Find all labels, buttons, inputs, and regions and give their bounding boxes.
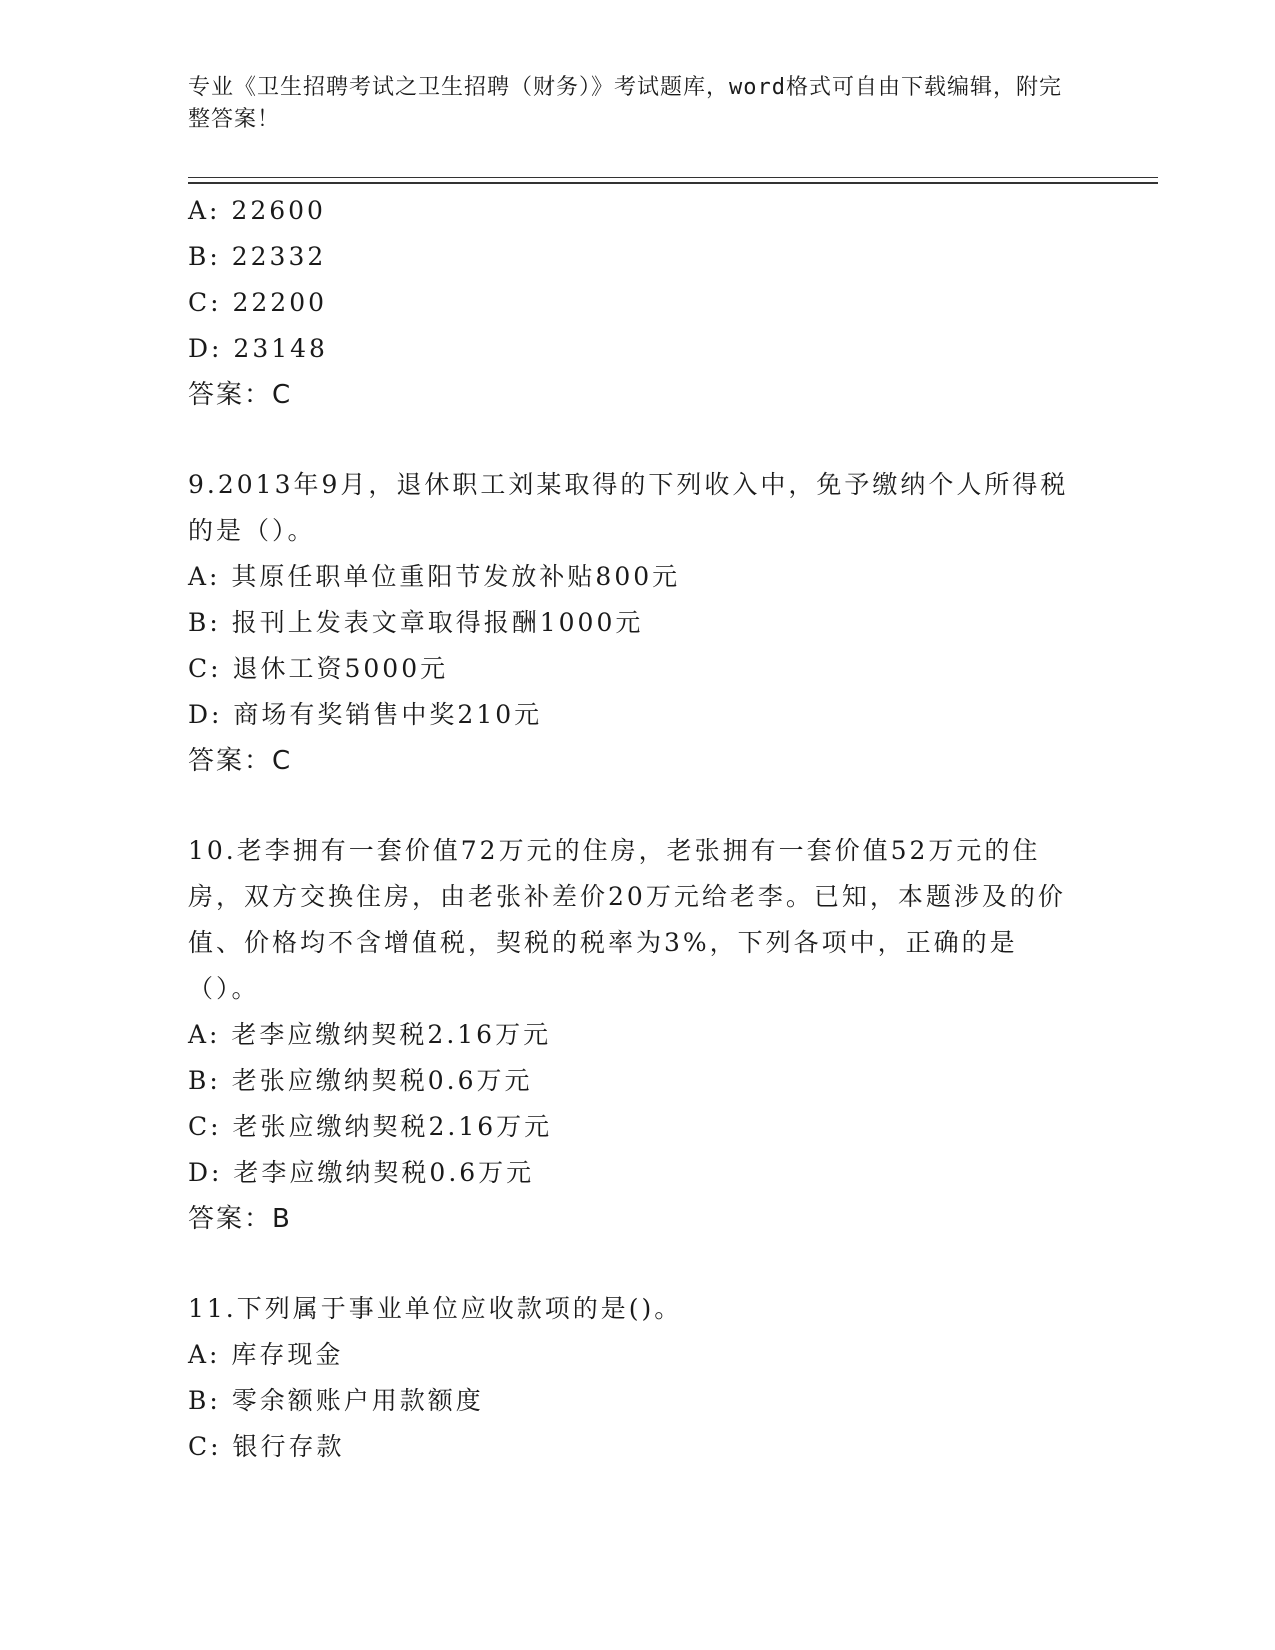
option-c: C: 退休工资5000元 — [188, 654, 449, 683]
spacer — [188, 418, 1088, 462]
option-d: D: 老李应缴纳契税0.6万元 — [188, 1158, 535, 1187]
option-d: D: 23148 — [188, 334, 328, 363]
option-a: A: 其原任职单位重阳节发放补贴800元 — [188, 562, 681, 591]
answer: 答案：C — [188, 746, 293, 776]
question-text: 9.2013年9月，退休职工刘某取得的下列收入中，免予缴纳个人所得税的是（）。 — [188, 470, 1069, 545]
option-b: B: 报刊上发表文章取得报酬1000元 — [188, 608, 644, 637]
option-a: A: 22600 — [188, 196, 326, 225]
option-c: C: 老张应缴纳契税2.16万元 — [188, 1112, 553, 1141]
option-b: B: 老张应缴纳契税0.6万元 — [188, 1066, 533, 1095]
option-c: C: 22200 — [188, 288, 328, 317]
question-text: 10.老李拥有一套价值72万元的住房，老张拥有一套价值52万元的住房，双方交换住房，由老张补差价20万元给老李。已知，本题涉及的价值、价格均不含增值税，契税的税率为3%，下列各项中，正确的是（）。 — [188, 836, 1066, 1003]
document-header: 专业《卫生招聘考试之卫生招聘（财务）》考试题库，word格式可自由下载编辑，附完整答案！ — [188, 75, 1062, 132]
answer: 答案：B — [188, 1204, 292, 1234]
option-c: C: 银行存款 — [188, 1432, 345, 1461]
header-divider-bottom — [188, 182, 1158, 184]
option-b: B: 零余额账户用款额度 — [188, 1386, 484, 1415]
option-d: D: 商场有奖销售中奖210元 — [188, 700, 543, 729]
spacer — [188, 1242, 1088, 1286]
header-divider-top — [188, 177, 1158, 178]
question-10 — [188, 828, 1088, 1242]
option-a: A: 库存现金 — [188, 1340, 344, 1369]
document-body — [188, 188, 1088, 1470]
answer: 答案：C — [188, 380, 293, 410]
question-11 — [188, 1286, 1088, 1470]
question-text: 11.下列属于事业单位应收款项的是()。 — [188, 1294, 683, 1323]
question-8 — [188, 188, 1088, 418]
question-9 — [188, 462, 1088, 784]
option-b: B: 22332 — [188, 242, 327, 271]
spacer — [188, 784, 1088, 828]
option-a: A: 老李应缴纳契税2.16万元 — [188, 1020, 552, 1049]
